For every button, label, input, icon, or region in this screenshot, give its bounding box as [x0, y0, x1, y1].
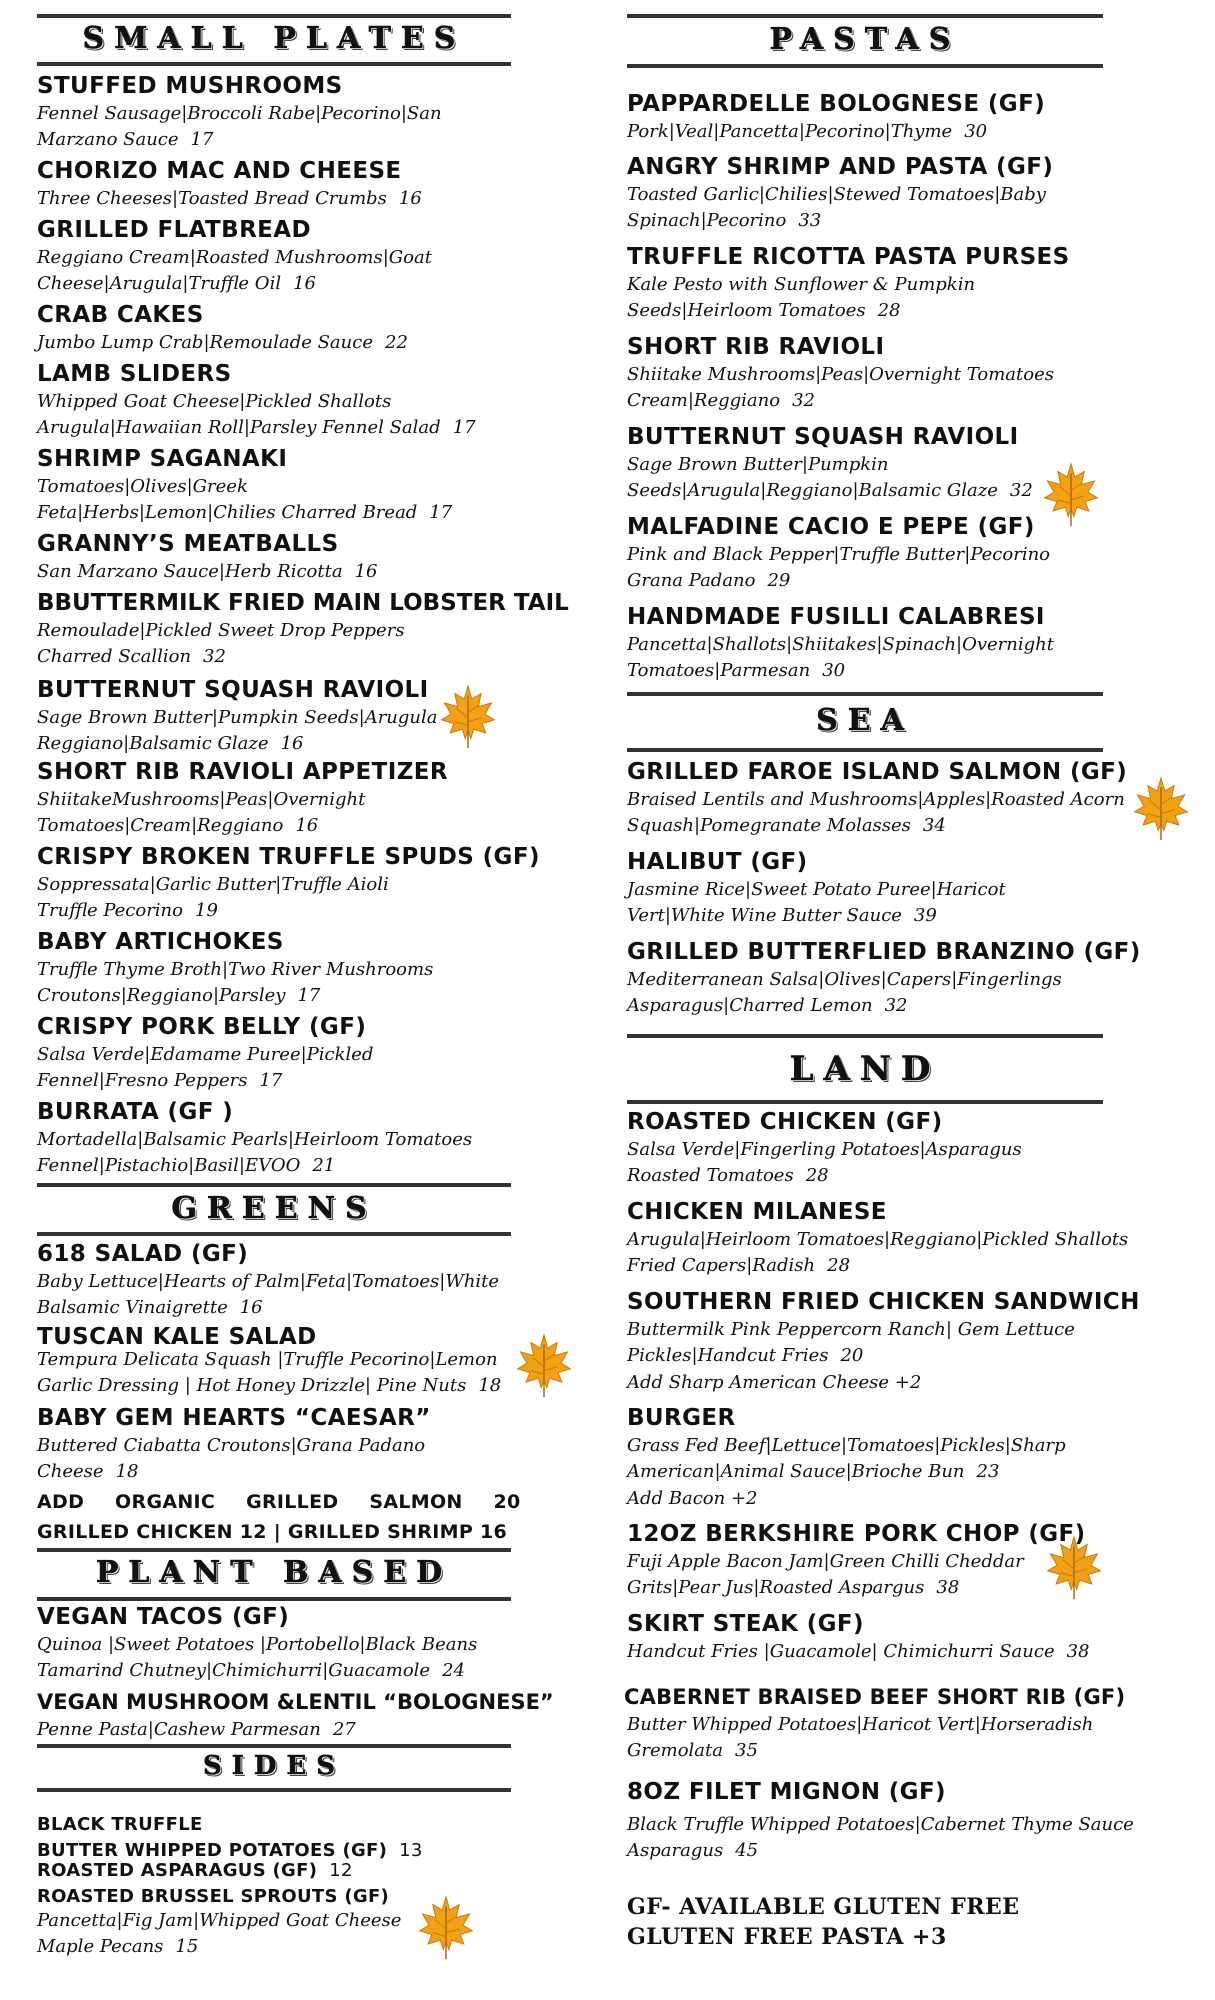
dish-description: Arugula|Heirloom Tomatoes|Reggiano|Pickled Shallots Fried Capers|Radish: [627, 1229, 1129, 1276]
dish-price: 16: [293, 273, 316, 294]
side-price: 12: [329, 1860, 353, 1881]
greens-add-ons: [37, 1491, 521, 1543]
side-item: BLACK TRUFFLE: [37, 1814, 203, 1835]
dish-price: 20: [840, 1345, 864, 1366]
dish-name: CRISPY BROKEN TRUFFLE SPUDS (GF): [37, 844, 540, 870]
dish-description: Mediterranean Salsa|Olives|Capers|Fingerlings Asparagus|Charred Lemon: [627, 969, 1062, 1016]
dish-name: 12OZ BERKSHIRE PORK CHOP (GF): [627, 1521, 1086, 1547]
section-header-small-plates: [37, 14, 511, 66]
dish-description: Shiitake Mushrooms|Peas|Overnight Tomatoes Cream|Reggiano: [627, 364, 1054, 411]
side-price: 13: [399, 1840, 423, 1861]
dish-description: San Marzano Sauce|Herb Ricotta: [37, 561, 343, 582]
dish-name: GRANNY’S MEATBALLS: [37, 531, 339, 557]
dish-price: 17: [297, 985, 321, 1006]
dish-description: Grass Fed Beef|Lettuce|Tomatoes|Pickles|Sharp American|Animal Sauce|Brioche Bun: [627, 1435, 1066, 1482]
dish-name: CRISPY PORK BELLY (GF): [37, 1014, 367, 1040]
dish-price: 15: [175, 1936, 199, 1957]
dish-price: 38: [936, 1577, 960, 1598]
menu-item: [37, 1603, 517, 1684]
dish-price: 38: [1066, 1641, 1090, 1662]
dish-name: BUTTERNUT SQUASH RAVIOLI: [37, 677, 429, 703]
dish-name: ANGRY SHRIMP AND PASTA (GF): [627, 154, 1054, 180]
menu-item: [37, 758, 517, 839]
dish-name: CABERNET BRAISED BEEF SHORT RIB (GF): [624, 1685, 1126, 1709]
dish-price: 21: [312, 1155, 336, 1176]
dish-description: Remoulade|Pickled Sweet Drop Peppers Charred Scallion: [37, 620, 405, 667]
dish-description: Quinoa |Sweet Potatoes |Portobello|Black Beans Tamarind Chutney|Chimichurri|Guacamole: [37, 1634, 478, 1681]
dish-name: VEGAN MUSHROOM &LENTIL “BOLOGNESE”: [37, 1690, 554, 1714]
section-header-greens: [37, 1183, 511, 1236]
add-ons-line: GRILLED CHICKEN 12 | GRILLED SHRIMP 16: [37, 1521, 508, 1543]
dish-price: 17: [259, 1070, 283, 1091]
dish-name: TRUFFLE RICOTTA PASTA PURSES: [627, 244, 1070, 270]
menu-item: [627, 758, 1157, 839]
dish-description: Sage Brown Butter|Pumpkin Seeds|Arugula Reggiano|Balsamic Glaze: [37, 707, 438, 754]
menu-item: [627, 1404, 1157, 1512]
dish-description: Kale Pesto with Sunflower & Pumpkin Seeds|Heirloom Tomatoes: [627, 274, 976, 321]
dish-price: 28: [827, 1255, 851, 1276]
menu-item: [37, 216, 517, 297]
menu-item: [37, 360, 517, 441]
menu-item: [627, 938, 1157, 1019]
dish-description: Black Truffle Whipped Potatoes|Cabernet Thyme Sauce Asparagus: [627, 1814, 1134, 1861]
section-header-plant-based: [37, 1548, 511, 1601]
menu-item: [37, 1013, 517, 1094]
dish-description: Fuji Apple Bacon Jam|Green Chilli Cheddar Grits|Pear Jus|Roasted Aspargus: [627, 1551, 1024, 1598]
dish-price: 27: [332, 1719, 356, 1740]
dish-price: 30: [822, 660, 846, 681]
dish-extra: Add Bacon +2: [627, 1488, 758, 1509]
dish-price: 17: [452, 417, 476, 438]
menu-item: [627, 1198, 1157, 1279]
menu-item: [37, 1404, 517, 1485]
dish-price: 16: [295, 815, 319, 836]
menu-item: [37, 928, 517, 1009]
menu-item: [627, 1108, 1157, 1189]
dish-name: SKIRT STEAK (GF): [627, 1611, 864, 1637]
dish-description: Tempura Delicata Squash |Truffle Pecorino|Lemon Garlic Dressing | Hot Honey Drizzle| Pine Nuts: [37, 1349, 498, 1396]
menu-item: [627, 603, 1157, 684]
section-header-land: [627, 1034, 1103, 1104]
dish-price: 32: [1009, 480, 1033, 501]
menu-item: [37, 72, 517, 153]
maple-leaf-icon: [417, 1895, 475, 1961]
dish-description: Handcut Fries |Guacamole| Chimichurri Sauce: [627, 1641, 1055, 1662]
dish-description: Mortadella|Balsamic Pearls|Heirloom Tomatoes Fennel|Pistachio|Basil|EVOO: [37, 1129, 473, 1176]
menu-item: [37, 301, 517, 356]
dish-name: GRILLED BUTTERFLIED BRANZINO (GF): [627, 939, 1141, 965]
maple-leaf-icon: [1132, 776, 1190, 842]
section-title: LAND: [789, 1049, 941, 1089]
dish-price: 16: [280, 733, 304, 754]
dish-name: CHORIZO MAC AND CHEESE: [37, 158, 402, 184]
menu-item: [627, 1610, 1157, 1665]
menu-item: [627, 333, 1157, 414]
gluten-free-note: [627, 1892, 1157, 1952]
side-item: ROASTED ASPARAGUS (GF): [37, 1860, 318, 1881]
section-header-sides: [37, 1744, 511, 1792]
dish-description: Three Cheeses|Toasted Bread Crumbs: [37, 188, 387, 209]
section-header-pastas: [627, 14, 1103, 68]
dish-description: Tomatoes|Olives|Greek Feta|Herbs|Lemon|Chilies Charred Bread: [37, 476, 418, 523]
dish-description: Pink and Black Pepper|Truffle Butter|Pecorino Grana Padano: [627, 544, 1050, 591]
dish-name: BURGER: [627, 1405, 736, 1431]
menu-item: [627, 1288, 1157, 1396]
menu-item: [37, 843, 540, 924]
side-item: BUTTER WHIPPED POTATOES (GF): [37, 1840, 388, 1861]
section-title: SMALL PLATES: [82, 21, 466, 56]
dish-name: TUSCAN KALE SALAD: [37, 1324, 317, 1350]
menu-item: [37, 1688, 554, 1743]
dish-description: Salsa Verde|Fingerling Potatoes|Asparagus Roasted Tomatoes: [627, 1139, 1022, 1186]
dish-price: 23: [976, 1461, 1000, 1482]
section-title: SIDES: [202, 1751, 346, 1781]
dish-description: Whipped Goat Cheese|Pickled Shallots Arugula|Hawaiian Roll|Parsley Fennel Salad: [37, 391, 441, 438]
dish-name: 618 SALAD (GF): [37, 1241, 249, 1267]
dish-description: Baby Lettuce|Hearts of Palm|Feta|Tomatoes|White Balsamic Vinaigrette: [37, 1271, 500, 1318]
dish-name: CRAB CAKES: [37, 302, 204, 328]
dish-description: Braised Lentils and Mushrooms|Apples|Roasted Acorn Squash|Pomegranate Molasses: [627, 789, 1125, 836]
dish-description: Reggiano Cream|Roasted Mushrooms|Goat Cheese|Arugula|Truffle Oil: [37, 247, 432, 294]
dish-price: 18: [115, 1461, 139, 1482]
dish-description: Jumbo Lump Crab|Remoulade Sauce: [37, 332, 373, 353]
dish-name: GRILLED FLATBREAD: [37, 217, 311, 243]
dish-description: Sage Brown Butter|Pumpkin Seeds|Arugula|Reggiano|Balsamic Glaze: [627, 454, 998, 501]
dish-description: Jasmine Rice|Sweet Potato Puree|Haricot Vert|White Wine Butter Sauce: [627, 879, 1006, 926]
dish-name: PAPPARDELLE BOLOGNESE (GF): [627, 91, 1046, 117]
dish-description: Soppressata|Garlic Butter|Truffle Aioli Truffle Pecorino: [37, 874, 389, 921]
menu-item: [37, 1240, 517, 1321]
dish-price: 39: [913, 905, 937, 926]
dish-name: BBUTTERMILK FRIED MAIN LOBSTER TAIL: [37, 590, 569, 616]
dish-name: SOUTHERN FRIED CHICKEN SANDWICH: [627, 1289, 1140, 1315]
dish-price: 17: [190, 129, 214, 150]
footer-line: GLUTEN FREE PASTA +3: [627, 1924, 947, 1950]
dish-name: SHORT RIB RAVIOLI: [627, 334, 885, 360]
section-title: GREENS: [171, 1191, 377, 1226]
dish-name: ROASTED CHICKEN (GF): [627, 1109, 943, 1135]
menu-item: [37, 1325, 517, 1399]
menu-item: [37, 1098, 517, 1179]
section-title: PASTAS: [769, 22, 961, 57]
dish-name: MALFADINE CACIO E PEPE (GF): [627, 514, 1035, 540]
dish-description: Pancetta|Shallots|Shiitakes|Spinach|Overnight Tomatoes|Parmesan: [627, 634, 1054, 681]
dish-price: 28: [877, 300, 901, 321]
dish-description: Toasted Garlic|Chilies|Stewed Tomatoes|Baby Spinach|Pecorino: [627, 184, 1046, 231]
dish-name: HALIBUT (GF): [627, 849, 808, 875]
dish-name: BABY ARTICHOKES: [37, 929, 284, 955]
dish-price: 17: [429, 502, 453, 523]
dish-price: 35: [735, 1740, 758, 1761]
maple-leaf-icon: [1045, 1535, 1103, 1601]
menu-item: [624, 1683, 1154, 1764]
section-title: SEA: [816, 703, 914, 738]
dish-description: Butter Whipped Potatoes|Haricot Vert|Horseradish Gremolata: [627, 1714, 1094, 1761]
dish-price: 33: [798, 210, 822, 231]
menu-item: [627, 90, 1157, 145]
dish-description: Buttermilk Pink Peppercorn Ranch| Gem Lettuce Pickles|Handcut Fries: [627, 1319, 1075, 1366]
dish-description: Salsa Verde|Edamame Puree|Pickled Fennel|Fresno Peppers: [37, 1044, 374, 1091]
dish-price: 22: [385, 332, 408, 353]
dish-price: 16: [398, 188, 422, 209]
menu-item: [627, 848, 1157, 929]
dish-name: SHORT RIB RAVIOLI APPETIZER: [37, 759, 448, 785]
menu-item: [627, 513, 1157, 594]
maple-leaf-icon: [515, 1333, 573, 1399]
section-header-sea: [627, 692, 1103, 752]
dish-price: 19: [195, 900, 218, 921]
dish-description: Pancetta|Fig Jam|Whipped Goat Cheese Maple Pecans: [37, 1910, 402, 1957]
dish-name: 8OZ FILET MIGNON (GF): [627, 1779, 946, 1805]
dish-name: CHICKEN MILANESE: [627, 1199, 887, 1225]
dish-name: STUFFED MUSHROOMS: [37, 73, 343, 99]
menu-item: [37, 589, 569, 670]
add-ons-line: ADD ORGANIC GRILLED SALMON 20: [37, 1491, 521, 1513]
dish-price: 45: [735, 1840, 759, 1861]
dish-price: 18: [478, 1375, 502, 1396]
menu-item: [627, 1778, 1157, 1864]
maple-leaf-icon: [439, 684, 497, 750]
dish-name: LAMB SLIDERS: [37, 361, 232, 387]
dish-name: GRILLED FAROE ISLAND SALMON (GF): [627, 759, 1128, 785]
dish-name: BURRATA (GF ): [37, 1099, 234, 1125]
dish-description: Truffle Thyme Broth|Two River Mushrooms Croutons|Reggiano|Parsley: [37, 959, 434, 1006]
dish-price: 32: [884, 995, 908, 1016]
dish-description: ShiitakeMushrooms|Peas|Overnight Tomatoes|Cream|Reggiano: [37, 789, 366, 836]
dish-price: 16: [354, 561, 378, 582]
footer-line: GF- AVAILABLE GLUTEN FREE: [627, 1894, 1020, 1920]
dish-extra: Add Sharp American Cheese +2: [627, 1372, 922, 1393]
dish-price: 29: [767, 570, 791, 591]
dish-name: VEGAN TACOS (GF): [37, 1604, 290, 1630]
dish-description: Fennel Sausage|Broccoli Rabe|Pecorino|San Marzano Sauce: [37, 103, 442, 150]
dish-name: BUTTERNUT SQUASH RAVIOLI: [627, 424, 1019, 450]
dish-name: BABY GEM HEARTS “CAESAR”: [37, 1405, 431, 1431]
menu-item: [37, 157, 517, 212]
dish-description: Penne Pasta|Cashew Parmesan: [37, 1719, 321, 1740]
side-item: ROASTED BRUSSEL SPROUTS (GF): [37, 1886, 390, 1907]
menu-item: [37, 445, 517, 526]
dish-name: SHRIMP SAGANAKI: [37, 446, 288, 472]
dish-price: 24: [442, 1660, 465, 1681]
dish-description: Buttered Ciabatta Croutons|Grana Padano Cheese: [37, 1435, 426, 1482]
dish-price: 28: [805, 1165, 829, 1186]
dish-price: 32: [203, 646, 226, 667]
dish-name: HANDMADE FUSILLI CALABRESI: [627, 604, 1045, 630]
menu-item: [37, 530, 517, 585]
section-title: PLANT BASED: [95, 1555, 453, 1590]
dish-price: 30: [964, 121, 988, 142]
dish-price: 16: [239, 1297, 263, 1318]
dish-price: 34: [922, 815, 946, 836]
menu-item: [627, 243, 1157, 324]
menu-item: [627, 153, 1157, 234]
dish-description: Pork|Veal|Pancetta|Pecorino|Thyme: [627, 121, 953, 142]
dish-price: 32: [792, 390, 815, 411]
